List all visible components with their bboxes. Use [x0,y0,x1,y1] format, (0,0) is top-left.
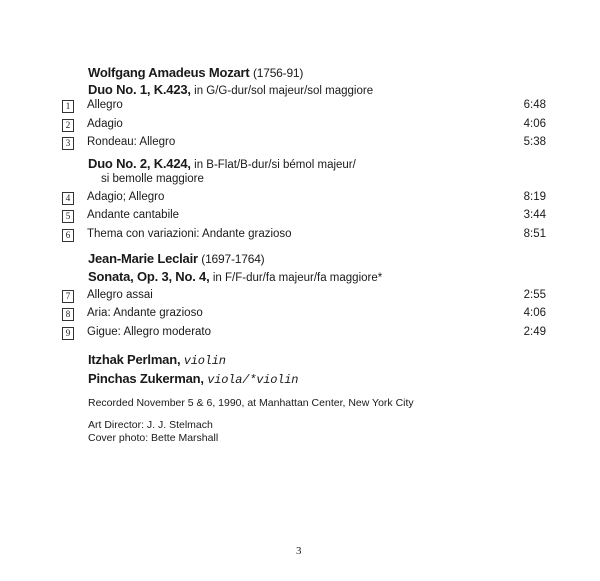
work-title: Duo No. 2, K.424, [88,156,191,171]
track-title: Allegro assai [87,289,153,301]
track-duration: 8:51 [523,228,546,240]
composer-name: Wolfgang Amadeus Mozart [88,65,250,80]
composer-name: Jean-Marie Leclair [88,251,198,266]
work-key: in G/G-dur/sol majeur/sol maggiore [194,85,374,97]
performer-zukerman [88,371,298,387]
track-title: Aria: Andante grazioso [87,307,203,319]
track-number-box: 9 [62,327,74,340]
work-title: Sonata, Op. 3, No. 4, [88,269,210,284]
track-duration: 4:06 [523,118,546,130]
recording-info: Recorded November 5 & 6, 1990, at Manhattan Center, New York City [88,397,414,409]
track-duration: 8:19 [523,191,546,203]
cover-photo-credit: Cover photo: Bette Marshall [88,432,219,444]
track-duration: 6:48 [523,99,546,111]
track-row [62,191,546,207]
track-row [62,209,546,225]
work-key: in F/F-dur/fa majeur/fa maggiore* [212,272,383,284]
performer-name: Pinchas Zukerman, [88,371,204,386]
track-duration: 3:44 [523,209,546,221]
track-title: Rondeau: Allegro [87,136,176,148]
work-heading-sonata [88,269,382,284]
track-number-box: 3 [62,137,74,150]
performer-name: Itzhak Perlman, [88,352,181,367]
page-number: 3 [296,545,302,557]
work-heading-duo-2 [88,156,356,171]
track-row [62,118,546,134]
track-number-box: 4 [62,192,74,205]
performer-instrument: violin [183,354,226,368]
track-row [62,228,546,244]
track-title: Allegro [87,99,123,111]
composer-dates: (1756-91) [252,66,304,80]
track-title: Andante cantabile [87,209,180,221]
track-title: Thema con variazioni: Andante grazioso [87,228,292,240]
track-number-box: 1 [62,100,74,113]
performer-instrument: viola/*violin [207,373,299,387]
track-duration: 4:06 [523,307,546,319]
track-duration: 5:38 [523,136,546,148]
track-title: Gigue: Allegro moderato [87,326,212,338]
track-title: Adagio; Allegro [87,191,165,203]
work-key-continuation: si bemolle maggiore [101,173,204,185]
track-number-box: 6 [62,229,74,242]
track-number-box: 2 [62,119,74,132]
track-row [62,99,546,115]
composer-heading-leclair [88,251,264,266]
composer-dates: (1697-1764) [201,252,265,266]
track-title: Adagio [87,118,123,130]
track-number-box: 8 [62,308,74,321]
track-row [62,136,546,152]
track-number-box: 5 [62,210,74,223]
track-row [62,307,546,323]
art-director-credit: Art Director: J. J. Stelmach [88,419,213,431]
track-duration: 2:55 [523,289,546,301]
performer-perlman [88,352,226,368]
track-number-box: 7 [62,290,74,303]
track-row [62,326,546,342]
work-heading-duo-1 [88,82,373,97]
work-title: Duo No. 1, K.423, [88,82,191,97]
track-duration: 2:49 [523,326,546,338]
work-key: in B-Flat/B-dur/si bémol majeur/ [194,159,356,171]
composer-heading-mozart [88,65,303,80]
track-row [62,289,546,305]
